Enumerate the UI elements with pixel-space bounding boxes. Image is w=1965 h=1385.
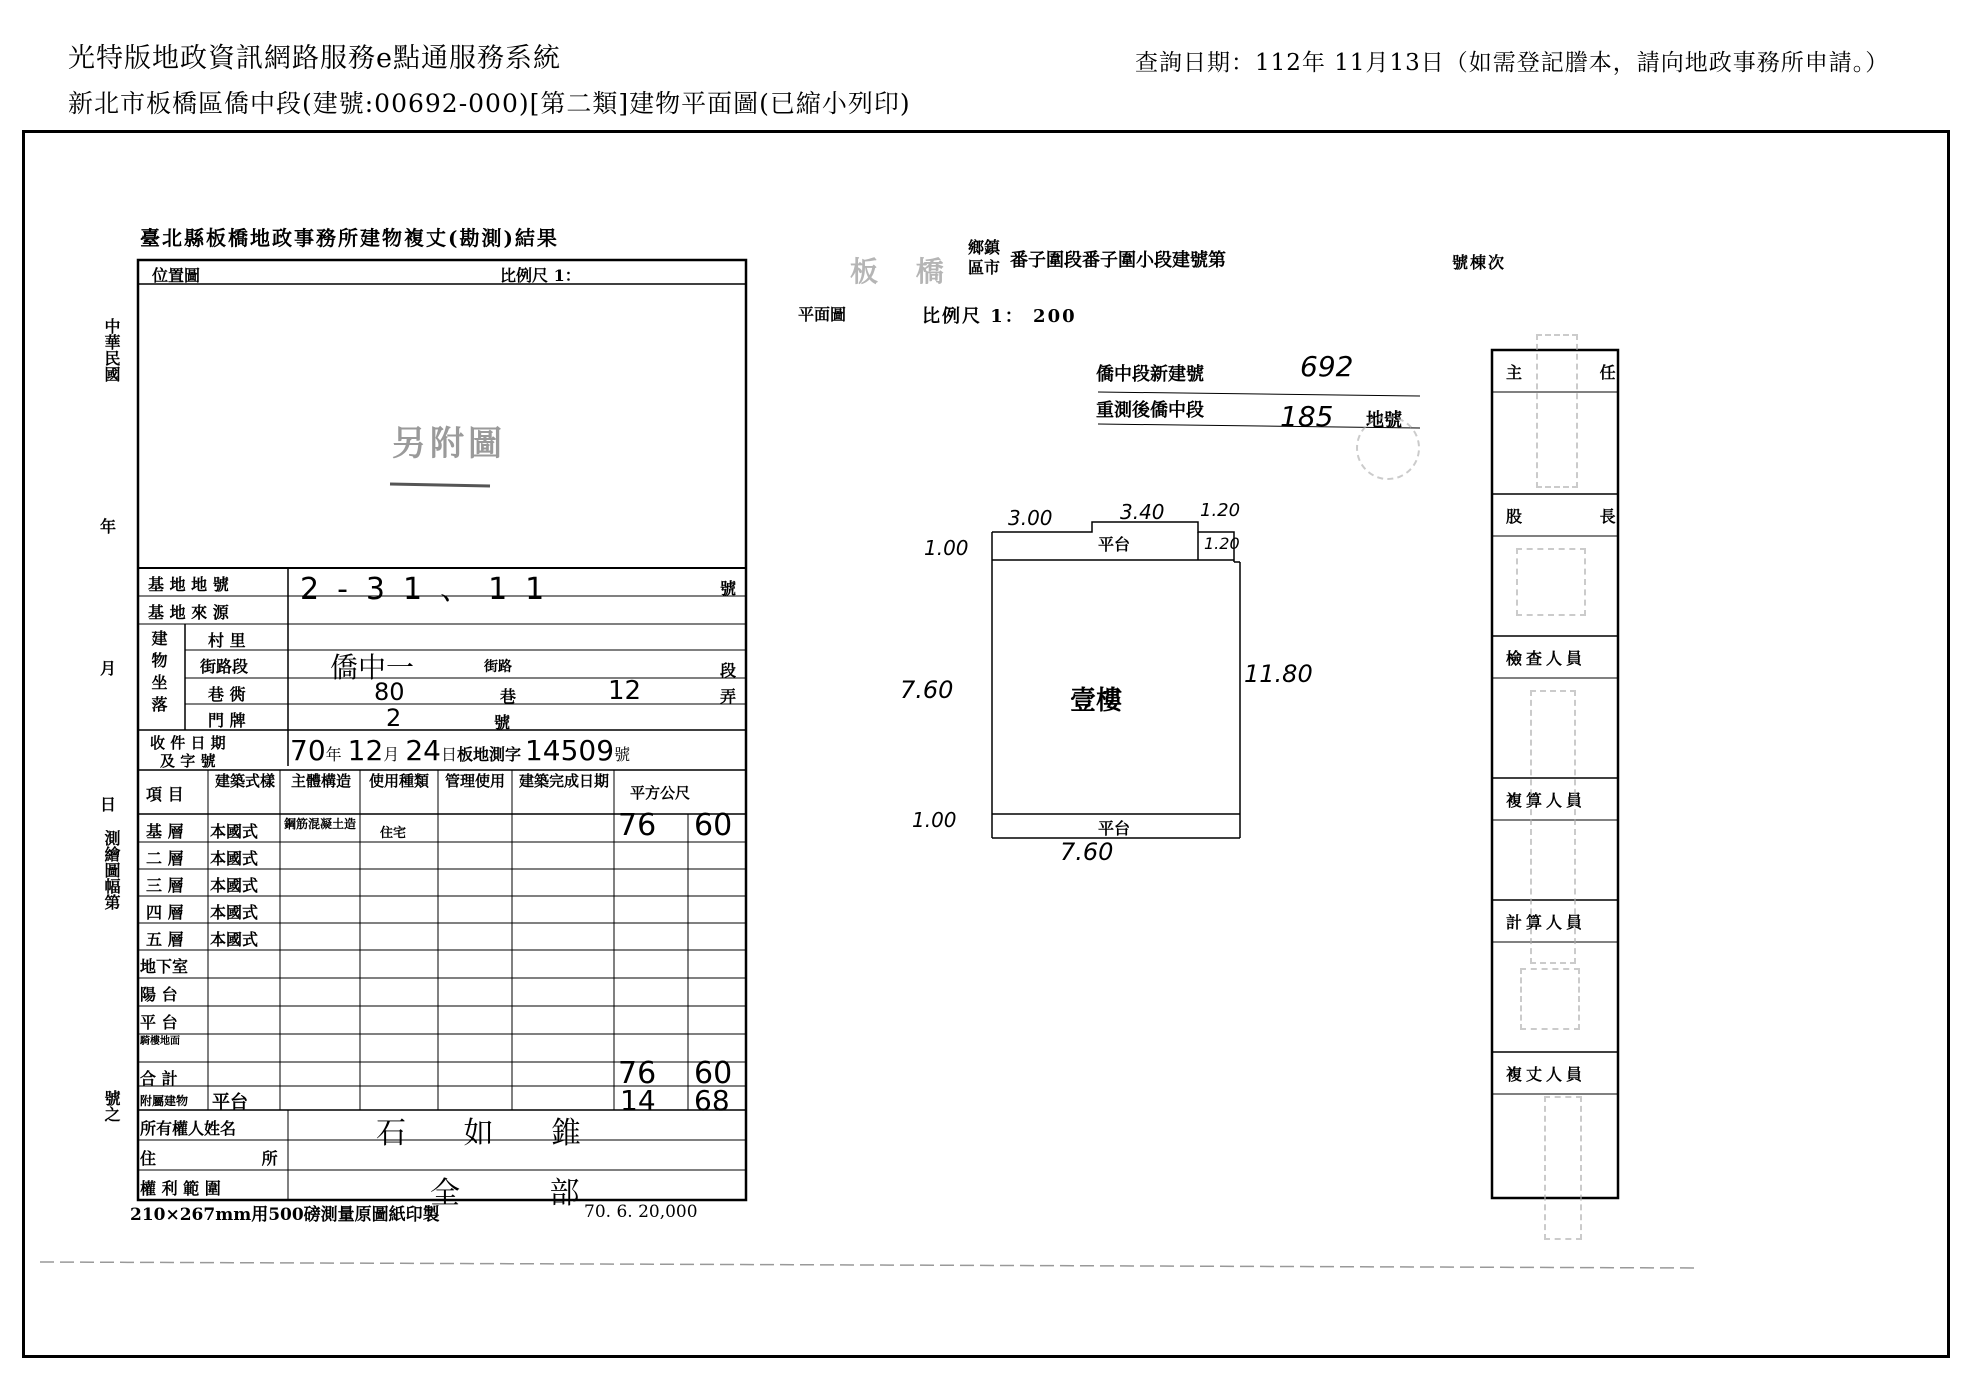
plan-scale: 比例尺 1： 200: [922, 306, 1077, 327]
building-label: 壹樓: [1070, 686, 1123, 716]
row-item: 三 層: [146, 876, 184, 895]
form-footer-left: 210×267mm用500磅測量原圖紙印製: [130, 1205, 440, 1225]
receipt-date: [290, 734, 630, 767]
row-item: 基 層: [146, 822, 184, 841]
row-area-dec: 60: [694, 808, 733, 843]
row-style: 本國式: [210, 822, 259, 841]
receipt-word: 板地測字: [456, 745, 521, 764]
base-source-label: 基 地 來 源: [148, 603, 229, 622]
lane-label: 巷 衖: [208, 685, 246, 704]
dim-top-b: 3.40: [1120, 500, 1165, 524]
resurvey-suffix: 地號: [1366, 410, 1402, 431]
platform-top-label: 平台: [1098, 535, 1131, 554]
plan-header-district: 鄉鎮區市: [968, 238, 1001, 277]
col-header-area: 平方公尺: [630, 784, 691, 802]
receipt-day-unit: 日: [440, 745, 457, 764]
doorplate-suffix: 號: [494, 713, 511, 732]
dim-bottom-left: 1.00: [912, 808, 957, 832]
resurvey-value: 185: [1280, 400, 1334, 433]
row-item: 陽 台: [140, 985, 178, 1004]
signoff-role: 計算人員: [1506, 913, 1587, 932]
receipt-label-2: 及 字 號: [160, 752, 216, 770]
row-item: 地下室: [140, 957, 189, 976]
row-item: 四 層: [146, 903, 184, 922]
seal-stamp: [1536, 334, 1578, 488]
row-item: 平 台: [140, 1013, 178, 1032]
row-area-int: 76: [618, 808, 657, 843]
new-no-value: 692: [1300, 350, 1354, 383]
margin-no: 號之: [102, 1090, 121, 1122]
row-area-int: 76: [618, 1056, 657, 1091]
plan-label: 平面圖: [798, 305, 847, 324]
col-header-style: 建築式樣: [214, 772, 275, 790]
seal-stamp: [1530, 690, 1576, 964]
margin-year: 年: [100, 517, 117, 536]
row-style: 平台: [212, 1092, 248, 1113]
base-lot-label: 基 地 地 號: [148, 575, 229, 594]
platform-bottom-label: 平台: [1098, 819, 1131, 838]
receipt-day: 24: [405, 734, 441, 767]
margin-map-no: 測繪圖幅第: [102, 830, 121, 910]
new-no-label: 僑中段新建號: [1096, 364, 1204, 385]
site-group-label: 建物坐落: [149, 630, 168, 718]
doorplate-label: 門 牌: [208, 711, 246, 730]
system-title: 光特版地政資訊網路服務e點通服務系統: [68, 43, 561, 74]
col-header-structure: 主體構造: [290, 772, 351, 790]
rights-label: 權 利 範 圍: [140, 1179, 221, 1198]
signoff-role: 複丈人員: [1506, 1065, 1587, 1084]
owner-value: 石 如 錐: [376, 1116, 606, 1151]
dim-top-a: 3.00: [1008, 506, 1053, 530]
lane-suffix: 巷: [500, 687, 517, 706]
col-header-use: 使用種類: [368, 772, 429, 790]
receipt-number: 14509: [524, 734, 615, 767]
alley-suffix: 弄: [720, 687, 737, 706]
receipt-month: 12: [347, 734, 384, 767]
row-item: 二 層: [146, 849, 184, 868]
dim-top-left: 1.00: [924, 536, 969, 560]
receipt-label-1: 收 件 日 期: [150, 734, 226, 752]
margin-republic: 中華民國: [102, 318, 121, 382]
margin-month: 月: [100, 659, 117, 678]
receipt-month-unit: 月: [383, 745, 400, 764]
row-item: 騎樓地面: [140, 1036, 180, 1047]
receipt-number-unit: 號: [614, 745, 631, 764]
row-use: 住宅: [380, 826, 407, 841]
location-scale-label: 比例尺 1：: [500, 266, 581, 285]
seal-stamp: [1544, 1096, 1582, 1240]
receipt-year: 70: [290, 734, 326, 767]
col-header-item: 項 目: [146, 785, 184, 804]
document-subtitle: 新北市板橋區僑中段(建號:00692-000)[第二類]建物平面圖(已縮小列印): [68, 89, 911, 118]
street-value: 僑中一: [330, 651, 415, 684]
dim-top-c: 1.20: [1200, 500, 1241, 521]
row-area-dec: 68: [694, 1084, 730, 1117]
plan-header-suffix: 號棟次: [1452, 253, 1507, 272]
dim-bottom: 7.60: [1060, 838, 1114, 866]
row-area-dec: 60: [694, 1056, 733, 1091]
plan-header-faded: 板 橋: [850, 255, 958, 288]
col-header-completion: 建築完成日期: [518, 772, 609, 790]
row-structure: 鋼筋混凝土造: [284, 817, 357, 831]
doorplate-value: 2: [386, 704, 402, 732]
form-footer-right: 70. 6. 20,000: [584, 1202, 698, 1222]
location-map-label: 位置圖: [152, 266, 201, 285]
seal-stamp: [1520, 968, 1580, 1030]
seal-stamp: [1356, 416, 1420, 480]
margin-day: 日: [100, 795, 117, 814]
row-item: 合 計: [140, 1069, 178, 1088]
address-label: 住 所: [140, 1149, 328, 1168]
signoff-role: 複算人員: [1506, 791, 1587, 810]
lane-value: 80: [374, 678, 405, 706]
signoff-role: 股 長: [1506, 507, 1652, 526]
street-suffix: 街路: [484, 659, 512, 675]
dim-right: 11.80: [1244, 660, 1313, 688]
street-label: 街路段: [200, 657, 249, 676]
seal-stamp: [1516, 548, 1586, 616]
col-header-management: 管理使用: [444, 772, 505, 790]
row-style: 本國式: [210, 930, 259, 949]
plan-header-section: 番子圍段番子圍小段建號第: [1010, 250, 1226, 271]
query-info: 查詢日期：112年 11月13日（如需登記謄本，請向地政事務所申請。）: [1135, 50, 1890, 76]
rights-value: 全 部: [430, 1176, 620, 1211]
row-style: 本國式: [210, 849, 259, 868]
base-lot-suffix: 號: [720, 579, 737, 598]
receipt-year-unit: 年: [325, 745, 342, 764]
alley-value: 12: [608, 676, 642, 706]
form-title: 臺北縣板橋地政事務所建物複丈(勘測)結果: [140, 226, 559, 250]
row-style: 本國式: [210, 876, 259, 895]
section-suffix: 段: [720, 661, 737, 680]
row-area-int: 14: [620, 1084, 656, 1117]
dim-left: 7.60: [900, 676, 954, 704]
row-style: 本國式: [210, 903, 259, 922]
signoff-role: 檢查人員: [1506, 649, 1587, 668]
dim-top-side: 1.20: [1204, 534, 1240, 553]
signoff-role: 主 任: [1506, 363, 1652, 382]
row-item: 五 層: [146, 930, 184, 949]
base-lot-value: 2-31、11: [300, 572, 563, 607]
owner-label: 所有權人姓名: [140, 1119, 237, 1138]
village-label: 村 里: [208, 631, 246, 650]
row-item: 附屬建物: [140, 1094, 189, 1108]
location-map-stamp: 另附圖: [392, 424, 506, 464]
resurvey-label: 重測後僑中段: [1096, 400, 1204, 421]
